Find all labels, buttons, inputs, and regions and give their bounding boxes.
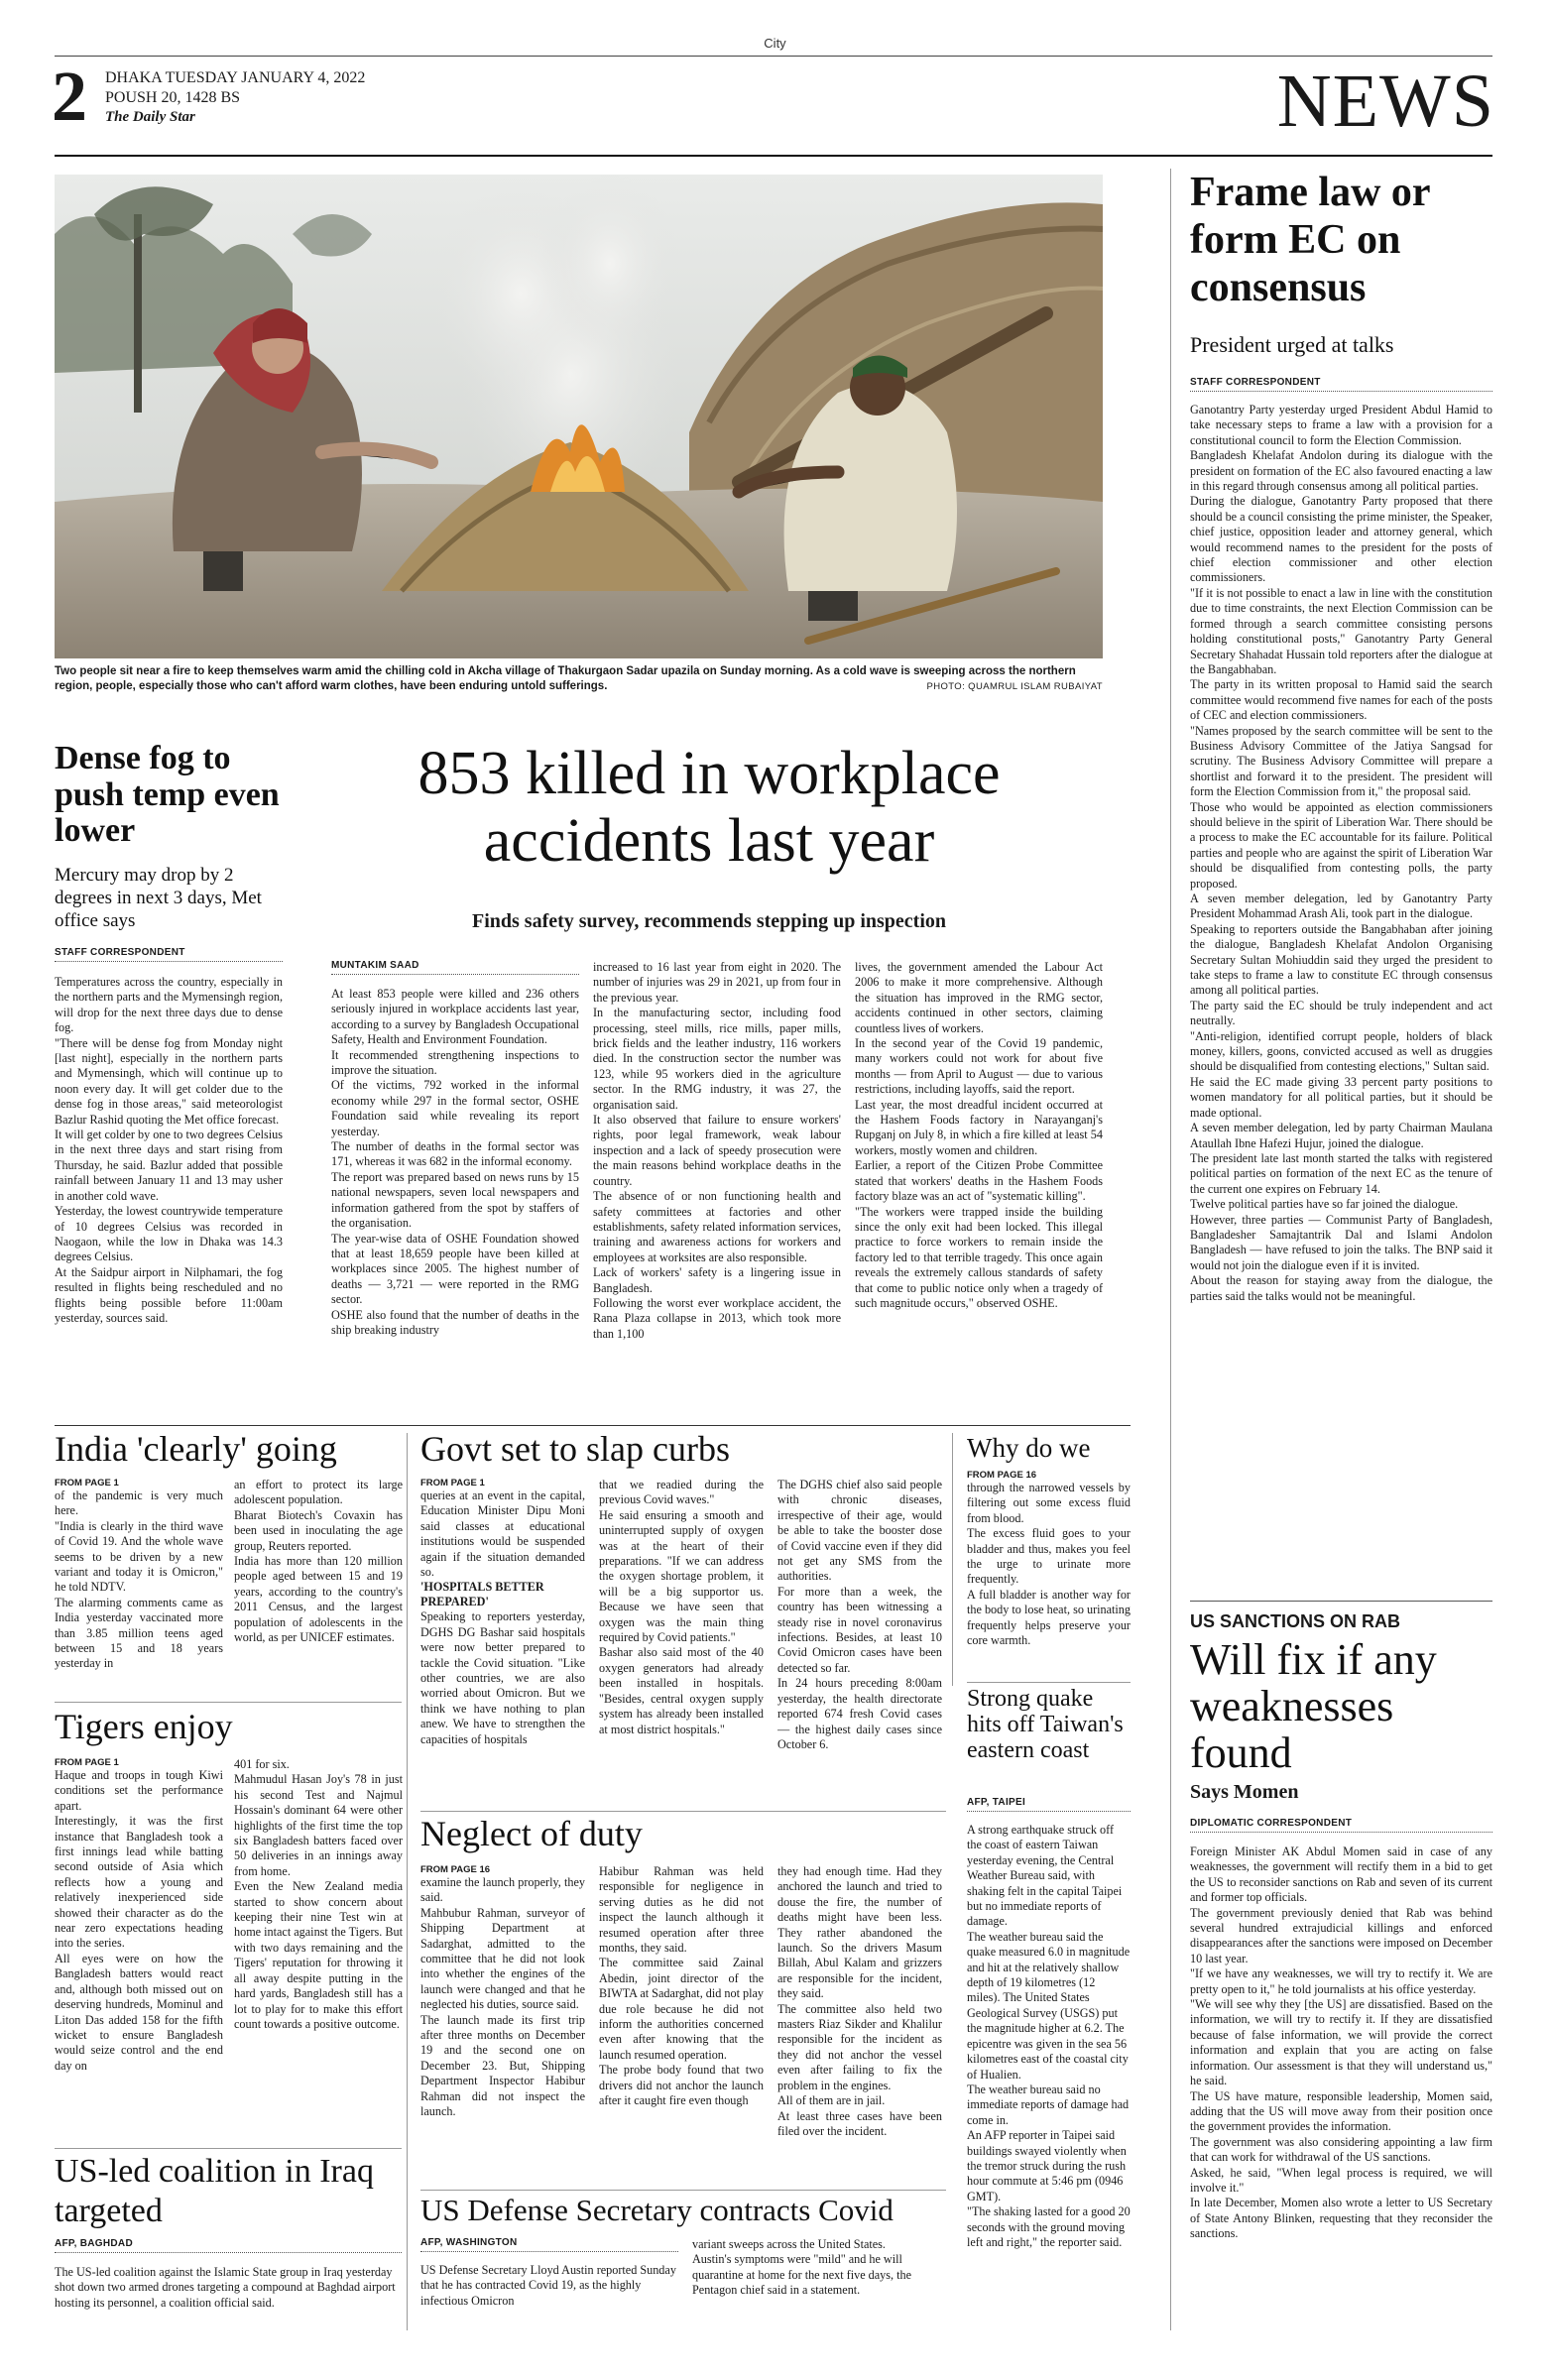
govt-col-2: that we readied during the previous Covid waves." He said ensuring a smooth and uninterrupted supply of oxygen was at the heart of their preparations. "If we can address the oxygen shortage problem, it will be a big supportor us. Because we have seen that oxygen was the main thing required by Covid patients." Bashar also said most of the 40 oxygen generators had already been installed in hospitals. "Besides, central oxygen supply system has already been installed at most district hospitals." bbox=[599, 1478, 764, 1736]
why-headline: Why do we bbox=[967, 1433, 1091, 1463]
cold-wave-photo bbox=[55, 175, 1103, 658]
photo-caption: Two people sit near a fire to keep themselves warm amid the chilling cold in Akcha village of Thakurgaon Sadar upazila on Sunday morning. As a cold wave is sweeping across the northern region, people, especially those who can't afford warm clothes, have been enduring untold sufferings. bbox=[55, 665, 1076, 692]
iraq-headline: US-led coalition in Iraq targeted bbox=[55, 2153, 374, 2229]
govt-col-3: The DGHS chief also said people with chronic diseases, irrespective of their age, would be able to take the booster dose of Covid vaccine even if they did not get any SMS from the authorities. For more than a week, the country has been witnessing a steady rise in novel coronavirus infections. Besides, at least 10 Covid Omicron cases have been detected so far. In 24 hours preceding 8:00am yesterday, the health directorate reported 674 fresh Covid cases — the highest daily cases since October 6. bbox=[777, 1478, 942, 1751]
india-headline: India 'clearly' going bbox=[55, 1429, 337, 1469]
photo-credit: PHOTO: QUAMRUL ISLAM RUBAIYAT bbox=[926, 681, 1103, 692]
fog-byline: STAFF CORRESPONDENT bbox=[55, 947, 283, 962]
main-col-3: lives, the government amended the Labour Act 2006 to make it more comprehensive. Although the situation has improved in the RMG sector, accidents continued in other sectors, claiming countless lives of workers. In the second year of the Covid 19 pandemic, many workers could not work for about five months — from April to August — due to various restrictions, including layoffs, said the report. Last year, the most dreadful incident occurred at the Hashem Foods factory in Narayanganj's Rupganj on July 8, in which a fire killed at least 54 workers, mostly women and children. Earlier, a report of the Citizen Probe Committee stated that workers' deaths in the Hashem Foods factory blaze was an act of "systematic killing". "The workers were trapped inside the building since the only exit had been locked. This illegal practice to force workers to remain inside the factory led to that terrible tragedy. This once again reveals the extremely callous standards of safety that come to public notice only when a tragedy of such magnitude occurs," observed OSHE. bbox=[855, 960, 1103, 1310]
main-subhead: Finds safety survey, recommends stepping up inspection bbox=[471, 910, 946, 932]
why-body: through the narrowed vessels by filtering out some excess fluid from blood. The excess fluid goes to your bladder and thus, makes you feel the urge to urinate more frequently. A full bladder is another way for the body to lose heat, so urinating frequently helps preserve your core warmth. bbox=[967, 1481, 1131, 1648]
tigers-col-1-wrap bbox=[55, 1757, 223, 2137]
neglect-col-1-wrap bbox=[420, 1864, 585, 2183]
govt-inline-subhead: 'HOSPITALS BETTER PREPARED' bbox=[420, 1580, 544, 1609]
rab-headline: Will fix if any weaknesses found bbox=[1190, 1635, 1437, 1777]
section-label: City bbox=[764, 36, 786, 51]
india-from-page: FROM PAGE 1 bbox=[55, 1478, 119, 1488]
quake-byline: AFP, TAIPEI bbox=[967, 1797, 1131, 1812]
tigers-from-page: FROM PAGE 1 bbox=[55, 1757, 119, 1768]
rab-byline: DIPLOMATIC CORRESPONDENT bbox=[1190, 1818, 1492, 1833]
govt-col-1-wrap bbox=[420, 1478, 585, 1808]
india-col-1-wrap bbox=[55, 1478, 223, 1687]
govt-col-1b: Speaking to reporters yesterday, DGHS DG Bashar said hospitals were now better prepared to tackle the Covid situation. "Like other countries, we are also worried about Omicron. But we think we have nothing to plan anew. We have to strengthen the capacities of hospitals bbox=[420, 1609, 585, 1746]
rab-kicker: US SANCTIONS ON RAB bbox=[1190, 1611, 1401, 1631]
main-col-2: increased to 16 last year from eight in 2020. The number of injuries was 29 in 2021, up from four in the previous year. In the manufacturing sector, including food processing, steel mills, rice mills, paper mills, brick fields and the leather industry, 116 workers died. In the construction sector the number was 123, while 95 workers died in the agriculture sector. In the RMG industry, it was 27, the organisation said. It also observed that failure to ensure workers' rights, poor legal framework, weak labour inspection and a lack of speedy prosecution were the main reasons behind workplace deaths in the country. The absence of or non functioning health and safety committees at factories and other establishments, safety related information services, training and awareness actions for workers and employees at worksites are also responsible. Lack of workers' safety is a lingering issue in Bangladesh. Following the worst ever workplace accident, the Rana Plaza collapse in 2013, which took more than 1,100 bbox=[593, 960, 841, 1341]
austin-headline: US Defense Secretary contracts Covid bbox=[420, 2193, 894, 2227]
main-headline: 853 killed in workplace accidents last year bbox=[417, 740, 1001, 875]
page-number: 2 bbox=[52, 57, 87, 136]
ec-body: Ganotantry Party yesterday urged President Abdul Hamid to take necessary steps to frame a law with a provision for a constitutional council to form the Election Commission. Bangladesh Khelafat Andolon during its dialogue with the president on formation of the EC also favoured enacting a law in this regard through consensus among all political parties. During the dialogue, Ganotantry Party proposed that there should be a council consisting the prime minister, the Speaker, chief justice, opposition leader and attorney general, which would recommend names to the president for the posts of chief election commissioner and other election commissioners. "If it is not possible to enact a law in line with the constitution due to time constraints, the next Election Commission can be formed through a search committee consisting persons holding constitutional posts," Ganotantry Party General Secretary Shahadat Hussain told reporters after the dialogue at the Bangabhaban. The party in its written proposal to Hamid said the search committee would recommend five names for each of the posts of CEC and election commissioners. "Names proposed by the search committee will be sent to the Business Advisory Committee of the Jatiya Sangsad for scrutiny. The Business Advisory Committee will prepare a shortlist and forward it to the president. The president will form the Election Commission from it," the proposal said. Those who would be appointed as election commissioners should believe in the spirit of Liberation War. There should be a process to make the EC accountable for its failure. Political parties and people who are against the spirit of Liberation War should be disqualified from contesting polls, the party proposed. A seven member delegation, led by Ganotantry Party President Mohammad Arash Ali, took part in the dialogue. Speaking to reporters outside the Bangabhaban after joining the dialogue, Bangladesh Khelafat Andolon Organising Secretary Sultan Mohiuddin said they urged the president to take steps to frame a law to constitute EC through consensus among all political parties. The party said the EC should be truly independent and act neutrally. "Anti-religion, identified corrupt people, holders of black money, killers, goons, convicted accused as well as druggies should be disqualified from contesting elections," Sultan said. He said the EC made giving 33 percent party positions to women mandatory for all political parties, but it should be made optional. A seven member delegation, led by party Chairman Maulana Ataullah Ibne Hafezi Hujur, joined the dialogue. The president late last month started the talks with registered political parties on formation of the next EC as the tenure of the current one expires on February 14. Twelve political parties have so far joined the dialogue. However, three parties — Communist Party of Bangladesh, Bangladesher Samajtantrik Dal and Islami Andolon Bangladesh — have refused to join the talks. The BNP said it would not join the dialogue even if it is invited. About the reason for staying away from the dialogue, the parties said the talks would not be meaningful. bbox=[1190, 403, 1492, 1303]
neglect-from-page: FROM PAGE 16 bbox=[420, 1864, 491, 1875]
iraq-body: The US-led coalition against the Islamic State group in Iraq yesterday shot down two armed drones targeting a compound at Baghdad airport hosting its personnel, a coalition official said. bbox=[55, 2265, 396, 2310]
quake-body: A strong earthquake struck off the coast of eastern Taiwan yesterday evening, the Central Weather Bureau said, with shaking felt in the capital Taipei but no immediate reports of damage. The weather bureau said the quake measured 6.0 in magnitude and hit at the relatively shallow depth of 19 kilometres (12 miles). The United States Geological Survey (USGS) put the magnitude higher at 6.2. The epicentre was given in the sea 56 kilometres east of the coastal city of Hualien. The weather bureau said no immediate reports of damage had come in. An AFP reporter in Taipei said buildings swayed violently when the tremor struck during the rush hour commute at 5:46 pm (0946 GMT). "The shaking lasted for a good 20 seconds with the ground moving left and right," the reporter said. bbox=[967, 1823, 1131, 2249]
govt-from-page: FROM PAGE 1 bbox=[420, 1478, 485, 1488]
govt-col-1: queries at an event in the capital, Education Minister Dipu Moni said classes at educational institutions would be suspended again if the situation demanded so. bbox=[420, 1488, 585, 1580]
austin-byline: AFP, WASHINGTON bbox=[420, 2237, 678, 2252]
neglect-col-1: examine the launch properly, they said. Mahbubur Rahman, surveyor of Shipping Department at Sadarghat, admitted to the committee that he did not look into whether the engines of the launch were changed and that he neglected his duties, source said. The launch made its first trip after three months on December 19 and the second one on December 23. But, Shipping Department Inspector Habibur Rahman did not inspect the launch. bbox=[420, 1875, 585, 2119]
paper-logo: The Daily Star bbox=[105, 109, 195, 125]
quake-headline: Strong quake hits off Taiwan's eastern coast bbox=[967, 1686, 1124, 1763]
fog-headline: Dense fog to push temp even lower bbox=[55, 740, 280, 850]
why-body-wrap bbox=[967, 1470, 1131, 1674]
india-col-2: an effort to protect its large adolescent population. Bharat Biotech's Covaxin has been used in inoculating the age group, Reuters reported. India has more than 120 million people aged between 15 and 19 years, according to the country's 2011 Census, and the largest population of adolescents in the world, as per UNICEF estimates. bbox=[234, 1478, 403, 1645]
ec-subhead: President urged at talks bbox=[1190, 332, 1394, 357]
bangla-date: POUSH 20, 1428 BS bbox=[105, 89, 241, 106]
neglect-col-2: Habibur Rahman was held responsible for negligence in serving duties as he did not inspect the launch although it resumed operation after three months, they said. The committee said Zainal Abedin, joint director of the BIWTA at Sadarghat, did not play due role because he did not inform the authorities concerned even after knowing that the launch resumed operation. The probe body found that two drivers did not anchor the launch after it caught fire even though bbox=[599, 1864, 764, 2108]
fog-body: Temperatures across the country, especially in the northern parts and the Mymensingh region, will drop for the next three days due to dense fog. "There will be dense fog from Monday night [last night], especially in the northern parts and Mymensingh, which will continue up to noon every day. It will get colder due to the dense fog in those areas," said meteorologist Bazlur Rashid quoting the Met office forecast. It will get colder by one to two degrees Celsius in the next three days and start rising from Thursday, he said. Bazlur added that possible rainfall between January 11 and 13 may usher in another cold wave. Yesterday, the lowest countrywide temperature of 10 degrees Celsius was recorded in Naogaon, while the low in Dhaka was 14.3 degrees Celsius. At the Saidpur airport in Nilphamari, the fog resulted in flights being rescheduled and no flights being possible before 11:00am yesterday, sources said. bbox=[55, 975, 283, 1325]
why-from-page: FROM PAGE 16 bbox=[967, 1470, 1037, 1481]
rab-body: Foreign Minister AK Abdul Momen said in case of any weaknesses, the government will rectify them in a bid to get the US to reconsider sanctions on Rab and seven of its current and former top officials. The government previously denied that Rab was behind several hundred extrajudicial killings and enforced disappearances after the sanctions were imposed on December 10 last year. "If we have any weaknesses, we will try to rectify it. We are pretty open to it," he told journalists at his office yesterday. "We will see why they [the US] are dissatisfied. Based on the information, we will try to rectify it. If they are dissatisfied because of false information, we will provide the correct information and explain that you are acting on false information. Our assessment is that they will understand us," he said. The US have mature, responsible leadership, Momen said, adding that the US will move away from their position once the government provides the information. The government was also considering appointing a law firm that can work for withdrawal of the US sanctions. Asked, he said, "When legal process is required, we will involve it." In late December, Momen also wrote a letter to US Secretary of State Antony Blinken, requesting that they reconsider the sanctions. bbox=[1190, 1844, 1492, 2241]
neglect-col-3: they had enough time. Had they anchored the launch and tried to douse the fire, the number of deaths might have been less. They rather abandoned the launch. So the drivers Masum Billah, Abul Kalam and grizzers are responsible for the incident, they said. The committee also held two masters Riaz Sikder and Khalilur responsible for the incident as they did not anchor the vessel even after failing to fix the problem in the engines. All of them are in jail. At least three cases have been filed over the incident. bbox=[777, 1864, 942, 2138]
section-title: NEWS bbox=[1276, 60, 1494, 143]
iraq-byline: AFP, BAGHDAD bbox=[55, 2238, 402, 2253]
india-col-1: of the pandemic is very much here. "India is clearly in the third wave of Covid 19. And the whole wave seems to be driven by a new variant and today it is Omicron," he told NDTV. The alarming comments came as India yesterday vaccinated more than 3.85 million teens aged between 15 and 18 years yesterday in bbox=[55, 1488, 223, 1671]
tigers-col-1: Haque and troops in tough Kiwi conditions set the performance apart. Interestingly, it was the first instance that Bangladesh took a first innings lead while batting second outside of Asia which reflects how a young and relatively inexperienced side showed their character as do the near zero expectations heading into the series. All eyes were on how the Bangladesh batters would react and, although both missed out on deserving hundreds, Mominul and Liton Das added 158 for the fifth wicket to ensure Bangladesh would seize control and the end day on bbox=[55, 1768, 223, 2073]
main-col-1: At least 853 people were killed and 236 others seriously injured in workplace accidents last year, according to a survey by Bangladesh Occupational Safety, Health and Environment Foundation. It recommended strengthening inspections to improve the situation. Of the victims, 792 worked in the informal economy while 297 in the formal sector, OSHE Foundation said while revealing its report yesterday. The number of deaths in the formal sector was 171, whereas it was 682 in the informal economy. The report was prepared based on news runs by 15 national newspapers, seven local newspapers and information gathered from the spot by staffers of the organisation. The year-wise data of OSHE Foundation showed that at least 18,659 people have been killed at workplaces since 2005. The highest number of deaths — 3,721 — were reported in the RMG sector. OSHE also found that the number of deaths in the ship breaking industry bbox=[331, 987, 579, 1337]
main-byline: MUNTAKIM SAAD bbox=[331, 960, 579, 975]
rab-subhead: Says Momen bbox=[1190, 1781, 1299, 1803]
govt-headline: Govt set to slap curbs bbox=[420, 1429, 730, 1469]
austin-col-2: variant sweeps across the United States. Austin's symptoms were "mild" and he will quarantine at home for the next five days, the Pentagon chief said in a statement. bbox=[692, 2237, 911, 2298]
tigers-headline: Tigers enjoy bbox=[55, 1707, 233, 1746]
date-line: DHAKA TUESDAY JANUARY 4, 2022 bbox=[105, 69, 366, 86]
neglect-headline: Neglect of duty bbox=[420, 1814, 643, 1853]
austin-col-1: US Defense Secretary Lloyd Austin reported Sunday that he has contracted Covid 19, as the highly infectious Omicron bbox=[420, 2263, 676, 2308]
fire-scene-illustration bbox=[55, 175, 1103, 658]
tigers-col-2: 401 for six. Mahmudul Hasan Joy's 78 in just his second Test and Najmul Hossain's dominant 64 were other highlights of the first time the top six Bangladesh batters faced over 50 deliveries in an innings away from home. Even the New Zealand media started to show concern about keeping their nine Test win at home intact against the Tigers. But with two days remaining and the Tigers' reputation for throwing it all away despite putting in the hard yards, Bangladesh still has a lot to play for to make this effort count towards a positive outcome. bbox=[234, 1757, 403, 2031]
fog-subhead: Mercury may drop by 2 degrees in next 3 days, Met office says bbox=[55, 865, 262, 931]
ec-byline: STAFF CORRESPONDENT bbox=[1190, 377, 1492, 392]
ec-headline: Frame law or form EC on consensus bbox=[1190, 170, 1430, 310]
